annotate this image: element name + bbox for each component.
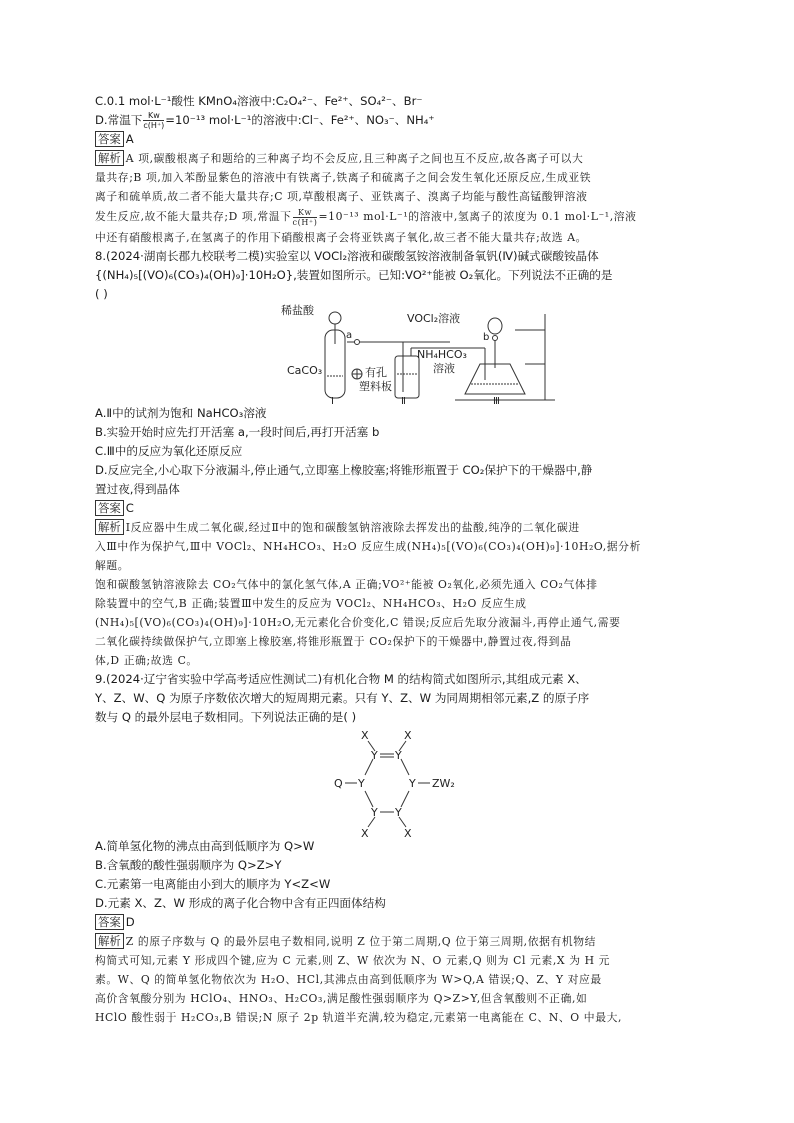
answer-tag: 答案 bbox=[95, 131, 124, 147]
analysis-tag: 解析 bbox=[95, 150, 124, 166]
q9-analysis-line: HClO 酸性弱于 H₂CO₃,B 错误;N 原子 2p 轨道半充满,较为稳定,元素第一电离能在 C、N、O 中最大, bbox=[95, 1011, 623, 1024]
q7-option-d: D.常温下 $\frac{Kw}{c(H^+)}$ =10⁻¹³ mol·L⁻¹的溶液中:Cl⁻、Fe²⁺、NO₃⁻、NH₄⁺ bbox=[95, 111, 435, 130]
document-page bbox=[95, 92, 705, 1027]
q8-stem-line: 8.(2024·湖南长郡九校联考二模)实验室以 VOCl₂溶液和碳酸氢铵溶液制备氧钒(Ⅳ)碱式碳酸铵晶体 bbox=[95, 249, 599, 263]
q9-analysis-line: 解析 Z 的原子序数与 Q 的最外层电子数相同,说明 Z 位于第二周期,Q 位于第三周期,依据有机物结 bbox=[95, 932, 705, 951]
atom-y: Y bbox=[358, 777, 365, 790]
kw-fraction: $\frac{Kw}{c(H^+)}$ bbox=[143, 111, 165, 130]
group-zw2: ZW₂ bbox=[432, 777, 455, 790]
atom-y: Y bbox=[409, 777, 416, 790]
atom-y: Y bbox=[395, 806, 402, 819]
analysis-tag: 解析 bbox=[95, 519, 124, 535]
q8-analysis-line: 解析 Ⅰ反应器中生成二氧化碳,经过Ⅱ中的饱和碳酸氢钠溶液除去挥发出的盐酸,纯净的二氧化碳进 bbox=[95, 518, 705, 537]
q8-analysis-line: 除装置中的空气,B 正确;装置Ⅲ中发生的反应为 VOCl₂、NH₄HCO₃、H₂O 反应生成 bbox=[95, 597, 527, 610]
label-II: Ⅱ bbox=[401, 396, 406, 404]
q8-analysis-line: (NH₄)₅[(VO)₆(CO₃)₄(OH)₉]·10H₂O,无元素化合价变化,C 错误;反应后先取分液漏斗,再停止通气,需要 bbox=[95, 616, 621, 629]
atom-y: Y bbox=[371, 749, 378, 762]
label-I: Ⅰ bbox=[331, 396, 334, 404]
q7-analysis-line: 中还有硝酸根离子,在氢离子的作用下硝酸根离子会将亚铁离子氧化,故三者不能大量共存;故选 A。 bbox=[95, 231, 587, 244]
q9-stem-line: 9.(2024·辽宁省实验中学高考适应性测试二)有机化合物 M 的结构简式如图所示,其组成元素 X、 bbox=[95, 672, 587, 686]
q8-analysis-line: 入Ⅲ中作为保护气,Ⅲ中 VOCl₂、NH₄HCO₃、H₂O 反应生成(NH₄)₅[(VO)₆(CO₃)₄(OH)₉]·10H₂O,据分析 bbox=[95, 540, 641, 553]
q8-analysis-line: 二氧化碳持续做保护气,立即塞上橡胶塞,将锥形瓶置于 CO₂保护下的干燥器中,静置过夜,得到晶 bbox=[95, 635, 572, 648]
q7-analysis-line: 量共存;B 项,加入苯酚显紫色的溶液中有铁离子,铁离子和硫离子之间会发生氧化还原反应,生成亚铁 bbox=[95, 171, 592, 184]
q9-stem-line: Y、Z、W、Q 为原子序数依次增大的短周期元素。只有 Y、Z、W 为同周期相邻元素,Z 的原子序 bbox=[95, 691, 590, 705]
q9-option-b: B.含氧酸的酸性强弱顺序为 Q>Z>Y bbox=[95, 858, 282, 872]
label-dilute-hcl: 稀盐酸 bbox=[281, 304, 314, 317]
q9-stem-line: 数与 Q 的最外层电子数相同。下列说法正确的是( ) bbox=[95, 710, 357, 724]
apparatus-figure bbox=[95, 304, 705, 404]
q7-analysis-line: 离子和硫单质,故二者不能大量共存;C 项,草酸根离子、亚铁离子、溴离子均能与酸性高锰酸钾溶液 bbox=[95, 190, 588, 203]
answer-tag: 答案 bbox=[95, 500, 124, 516]
q8-answer: 答案 C bbox=[95, 499, 705, 518]
label-stopcock-a: a bbox=[346, 330, 353, 341]
q8-analysis-line: 解题。 bbox=[95, 559, 130, 572]
structure-diagram bbox=[95, 727, 705, 837]
q8-stem-line: {(NH₄)₅[(VO)₆(CO₃)₄(OH)₉]·10H₂O},装置如图所示。已知:VO²⁺能被 O₂氧化。下列说法不正确的是 bbox=[95, 268, 613, 282]
label-vocl2: VOCl₂溶液 bbox=[407, 312, 461, 325]
q8-option-a: A.Ⅱ中的试剂为饱和 NaHCO₃溶液 bbox=[95, 406, 267, 420]
q9-option-d: D.元素 X、Z、W 形成的离子化合物中含有正四面体结构 bbox=[95, 896, 386, 910]
atom-x: X bbox=[404, 729, 412, 742]
label-caco3: CaCO₃ bbox=[287, 364, 323, 377]
q8-analysis-line: 体,D 正确;故选 C。 bbox=[95, 654, 198, 667]
q8-stem-line: ( ) bbox=[95, 287, 108, 301]
label-plate: 塑料板 bbox=[359, 380, 392, 393]
atom-q: Q bbox=[334, 777, 343, 790]
q8-option-c: C.Ⅲ中的反应为氧化还原反应 bbox=[95, 444, 243, 458]
q9-analysis-line: 高价含氧酸分别为 HClO₄、HNO₃、H₂CO₃,满足酸性强弱顺序为 Q>Z>Y,但含氧酸则不正确,如 bbox=[95, 992, 588, 1005]
apparatus-diagram bbox=[95, 304, 705, 404]
q8-option-d-cont: 置过夜,得到晶体 bbox=[95, 482, 180, 496]
q8-analysis-line: 饱和碳酸氢钠溶液除去 CO₂气体中的氯化氢气体,A 正确;VO²⁺能被 O₂氧化,必须先通入 CO₂气体排 bbox=[95, 578, 598, 591]
analysis-tag: 解析 bbox=[95, 933, 124, 949]
atom-x: X bbox=[404, 827, 412, 837]
label-plate: 有孔 bbox=[365, 366, 387, 379]
q7-analysis-line: 解析 A 项,碳酸根离子和题给的三种离子均不会反应,且三种离子之间也互不反应,故各离子可以大 bbox=[95, 149, 705, 168]
label-III: Ⅲ bbox=[493, 396, 500, 404]
label-solution: 溶液 bbox=[433, 362, 455, 375]
answer-tag: 答案 bbox=[95, 914, 124, 930]
q9-option-c: C.元素第一电离能由小到大的顺序为 Y<Z<W bbox=[95, 877, 331, 891]
q7-answer: 答案 A bbox=[95, 130, 705, 149]
q9-analysis-line: 构简式可知,元素 Y 形成四个键,应为 C 元素,则 Z、W 依次为 N、O 元素,Q 则为 Cl 元素,X 为 H 元 bbox=[95, 954, 611, 967]
q9-answer: 答案 D bbox=[95, 913, 705, 932]
q7-option-c: C.0.1 mol·L⁻¹酸性 KMnO₄溶液中:C₂O₄²⁻、Fe²⁺、SO₄²⁻、Br⁻ bbox=[95, 94, 423, 108]
atom-y: Y bbox=[395, 749, 402, 762]
label-nh4hco3: NH₄HCO₃ bbox=[417, 348, 467, 361]
structure-figure bbox=[95, 727, 705, 837]
atom-x: X bbox=[361, 827, 369, 837]
label-stopcock-b: b bbox=[483, 332, 490, 343]
q9-analysis-line: 素。W、Q 的简单氢化物依次为 H₂O、HCl,其沸点由高到低顺序为 W>Q,A 错误;Q、Z、Y 对应最 bbox=[95, 973, 602, 986]
q8-option-d: D.反应完全,小心取下分液漏斗,停止通气,立即塞上橡胶塞;将锥形瓶置于 CO₂保护下的干燥器中,静 bbox=[95, 463, 593, 477]
q8-option-b: B.实验开始时应先打开活塞 a,一段时间后,再打开活塞 b bbox=[95, 425, 380, 439]
atom-y: Y bbox=[371, 806, 378, 819]
kw-fraction: $\frac{Kw}{c(H^+)}$ bbox=[292, 207, 318, 227]
atom-x: X bbox=[361, 729, 369, 742]
q9-option-a: A.简单氢化物的沸点由高到低顺序为 Q>W bbox=[95, 839, 315, 853]
q7-analysis-line: 发生反应,故不能大量共存;D 项,常温下 $\frac{Kw}{c(H^+)}$ =10⁻¹³ mol·L⁻¹的溶液中,氢离子的浓度为 0.1 mol·L⁻¹,溶液 bbox=[95, 207, 637, 227]
